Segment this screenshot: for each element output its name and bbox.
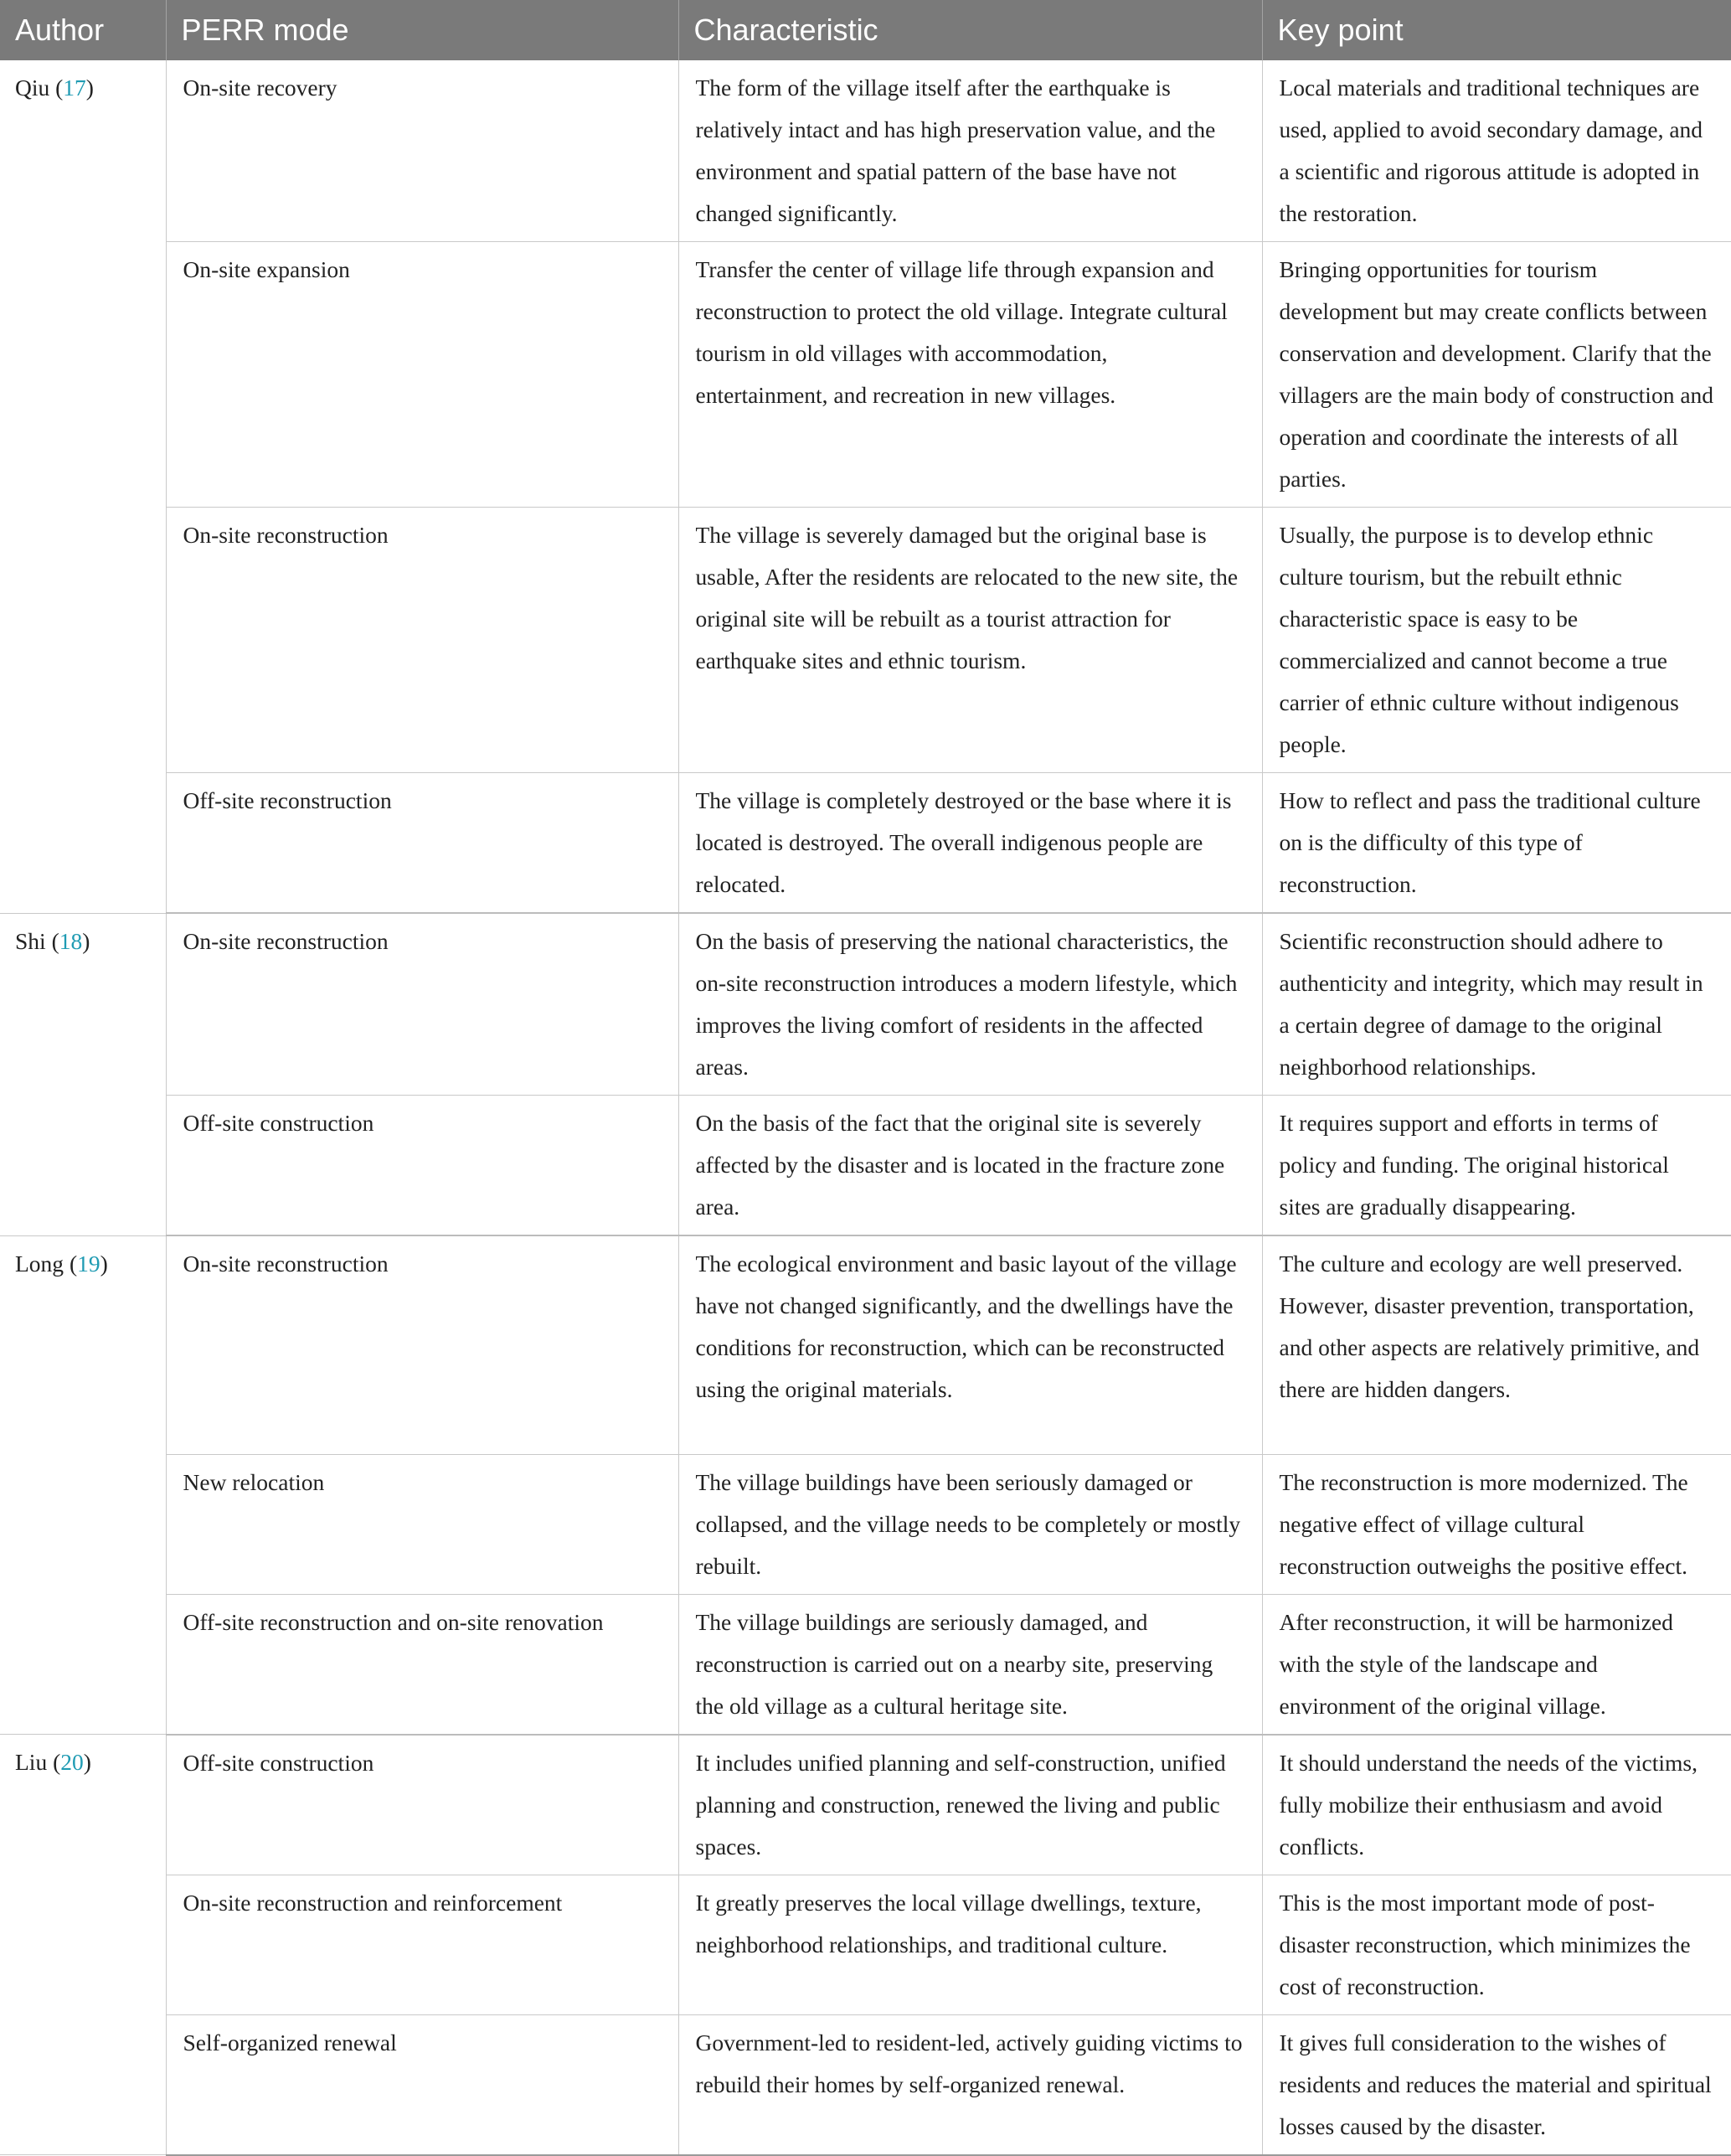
table-header bbox=[0, 0, 1731, 60]
characteristic-cell: Transfer the center of village life through expansion and reconstruction to protect the old village. Integrate cultural tourism in old villages with accommodation, entertainment, and recreation in new villages. bbox=[678, 242, 1262, 508]
table-body bbox=[0, 60, 1731, 2155]
key-point-cell: After reconstruction, it will be harmonized with the style of the landscape and environment of the original village. bbox=[1262, 1594, 1731, 1735]
author-name: Qiu bbox=[15, 75, 50, 101]
perr-mode-cell: Off-site construction bbox=[166, 1096, 678, 1236]
perr-mode-cell: On-site expansion bbox=[166, 242, 678, 508]
key-point-cell: How to reflect and pass the traditional culture on is the difficulty of this type of reconstruction. bbox=[1262, 773, 1731, 914]
author-name: Shi bbox=[15, 927, 46, 954]
perr-mode-cell: Off-site construction bbox=[166, 1735, 678, 1875]
author-cell: Liu (20) bbox=[0, 1735, 166, 2155]
perr-mode-cell: Off-site reconstruction bbox=[166, 773, 678, 914]
perr-mode-cell: On-site reconstruction bbox=[166, 913, 678, 1096]
table-row bbox=[0, 1594, 1731, 1735]
table-row bbox=[0, 1735, 1731, 1875]
key-point-cell: It gives full consideration to the wishes of residents and reduces the material and spiritual losses caused by the disaster. bbox=[1262, 2014, 1731, 2155]
characteristic-cell: The village is severely damaged but the original base is usable, After the residents are relocated to the new site, the original site will be rebuilt as a tourist attraction for earthquake sites and ethnic tourism. bbox=[678, 508, 1262, 773]
author-cell: Long (19) bbox=[0, 1235, 166, 1735]
table-row bbox=[0, 60, 1731, 242]
key-point-cell: The reconstruction is more modernized. The negative effect of village cultural reconstruction outweighs the positive effect. bbox=[1262, 1454, 1731, 1594]
characteristic-cell: The form of the village itself after the earthquake is relatively intact and has high preservation value, and the environment and spatial pattern of the base have not changed significantly. bbox=[678, 60, 1262, 242]
perr-mode-cell: Self-organized renewal bbox=[166, 2014, 678, 2155]
characteristic-cell: On the basis of preserving the national characteristics, the on-site reconstruction introduces a modern lifestyle, which improves the living comfort of residents in the affected areas. bbox=[678, 913, 1262, 1096]
reference-link[interactable]: 20 bbox=[60, 1749, 84, 1775]
header-characteristic: Characteristic bbox=[678, 0, 1262, 60]
characteristic-cell: The village buildings have been seriously damaged or collapsed, and the village needs to be completely or mostly rebuilt. bbox=[678, 1454, 1262, 1594]
author-cell: Qiu (17) bbox=[0, 60, 166, 913]
perr-mode-cell: Off-site reconstruction and on-site renovation bbox=[166, 1594, 678, 1735]
header-author: Author bbox=[0, 0, 166, 60]
table-row bbox=[0, 2014, 1731, 2155]
reference-link[interactable]: 17 bbox=[63, 75, 86, 101]
table-row bbox=[0, 1454, 1731, 1594]
perr-mode-cell: On-site reconstruction bbox=[166, 1235, 678, 1454]
key-point-cell: It should understand the needs of the victims, fully mobilize their enthusiasm and avoid conflicts. bbox=[1262, 1735, 1731, 1875]
table-row bbox=[0, 1096, 1731, 1236]
key-point-cell: Scientific reconstruction should adhere to authenticity and integrity, which may result in a certain degree of damage to the original neighborhood relationships. bbox=[1262, 913, 1731, 1096]
author-name: Liu bbox=[15, 1749, 48, 1775]
key-point-cell: The culture and ecology are well preserved. However, disaster prevention, transportation, and other aspects are relatively primitive, and there are hidden dangers. bbox=[1262, 1235, 1731, 1454]
key-point-cell: Bringing opportunities for tourism development but may create conflicts between conservation and development. Clarify that the villagers are the main body of construction and operation and coordinate the interests of all parties. bbox=[1262, 242, 1731, 508]
key-point-cell: Local materials and traditional techniques are used, applied to avoid secondary damage, and a scientific and rigorous attitude is adopted in the restoration. bbox=[1262, 60, 1731, 242]
table-row bbox=[0, 242, 1731, 508]
perr-mode-cell: New relocation bbox=[166, 1454, 678, 1594]
table-row bbox=[0, 913, 1731, 1096]
header-key-point: Key point bbox=[1262, 0, 1731, 60]
characteristic-cell: The ecological environment and basic layout of the village have not changed significantly, and the dwellings have the conditions for reconstruction, which can be reconstructed using the original materials. bbox=[678, 1235, 1262, 1454]
characteristic-cell: Government-led to resident-led, actively guiding victims to rebuild their homes by self-organized renewal. bbox=[678, 2014, 1262, 2155]
key-point-cell: This is the most important mode of post-disaster reconstruction, which minimizes the cost of reconstruction. bbox=[1262, 1875, 1731, 2014]
perr-mode-cell: On-site recovery bbox=[166, 60, 678, 242]
characteristic-cell: The village buildings are seriously damaged, and reconstruction is carried out on a nearby site, preserving the old village as a cultural heritage site. bbox=[678, 1594, 1262, 1735]
table-row bbox=[0, 508, 1731, 773]
characteristic-cell: It includes unified planning and self-construction, unified planning and construction, renewed the living and public spaces. bbox=[678, 1735, 1262, 1875]
author-cell: Shi (18) bbox=[0, 913, 166, 1235]
table-row bbox=[0, 1235, 1731, 1454]
perr-mode-cell: On-site reconstruction and reinforcement bbox=[166, 1875, 678, 2014]
key-point-cell: Usually, the purpose is to develop ethnic culture tourism, but the rebuilt ethnic characteristic space is easy to be commercialized and cannot become a true carrier of ethnic culture without indigenous people. bbox=[1262, 508, 1731, 773]
reference-link[interactable]: 19 bbox=[77, 1250, 100, 1277]
author-name: Long bbox=[15, 1250, 64, 1277]
reference-link[interactable]: 18 bbox=[59, 927, 83, 954]
characteristic-cell: It greatly preserves the local village dwellings, texture, neighborhood relationships, and traditional culture. bbox=[678, 1875, 1262, 2014]
table-row bbox=[0, 773, 1731, 914]
key-point-cell: It requires support and efforts in terms of policy and funding. The original historical sites are gradually disappearing. bbox=[1262, 1096, 1731, 1236]
table-row bbox=[0, 1875, 1731, 2014]
characteristic-cell: The village is completely destroyed or the base where it is located is destroyed. The overall indigenous people are relocated. bbox=[678, 773, 1262, 914]
header-perr-mode: PERR mode bbox=[166, 0, 678, 60]
perr-mode-cell: On-site reconstruction bbox=[166, 508, 678, 773]
characteristic-cell: On the basis of the fact that the original site is severely affected by the disaster and is located in the fracture zone area. bbox=[678, 1096, 1262, 1236]
